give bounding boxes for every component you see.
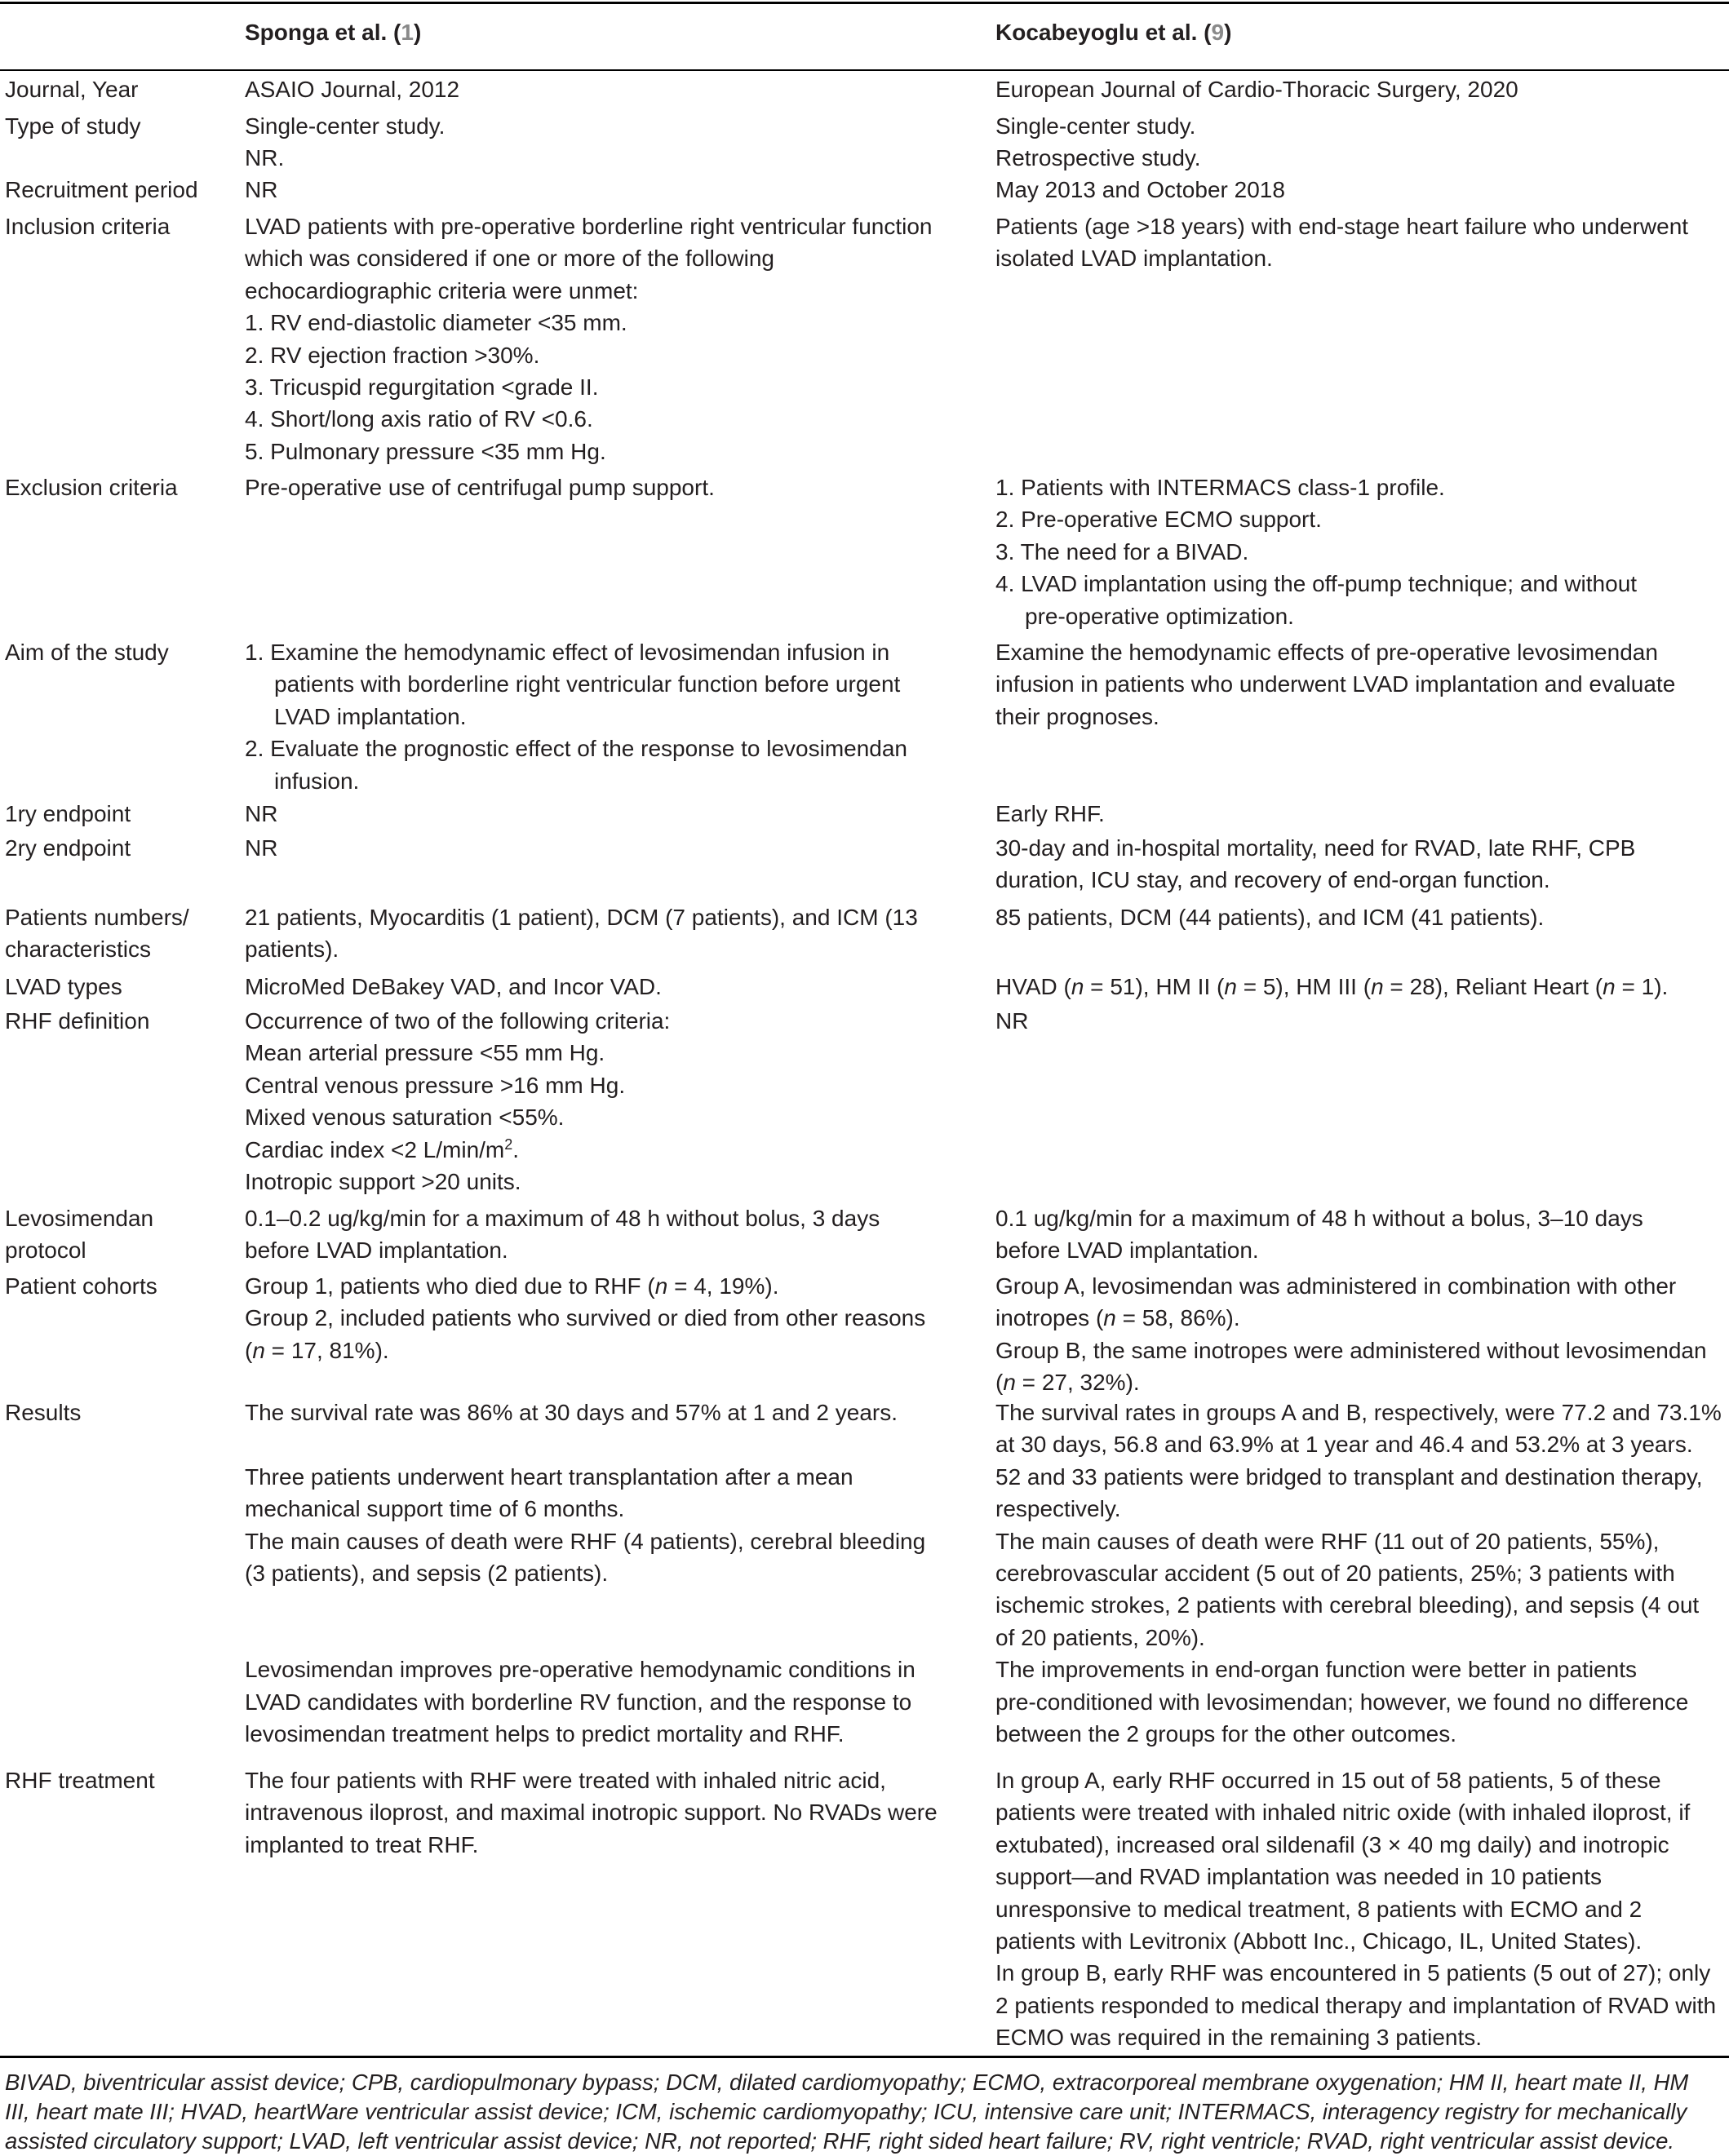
cell-line: 5. Pulmonary pressure <35 mm Hg. bbox=[245, 438, 606, 464]
table-cell bbox=[995, 174, 1285, 206]
cell-line: before LVAD implantation. bbox=[245, 1237, 508, 1264]
cell-line: 2. Evaluate the prognostic effect of the response to levosimendan bbox=[245, 736, 907, 762]
cell-line: of 20 patients, 20%). bbox=[995, 1624, 1205, 1650]
cell-line: The survival rate was 86% at 30 days and 57% at 1 and 2 years. bbox=[245, 1400, 898, 1425]
cell-line: protocol bbox=[5, 1237, 86, 1264]
cell-line: Inotropic support >20 units. bbox=[245, 1168, 521, 1194]
reference-link[interactable]: 9 bbox=[1211, 20, 1225, 45]
cell-line: 85 patients, DCM (44 patients), and ICM (41 patients). bbox=[995, 905, 1545, 930]
cell-line: 3. The need for a BIVAD. bbox=[995, 538, 1249, 564]
cell-line: In group B, early RHF was encountered in 5 patients (5 out of 27); only bbox=[995, 1960, 1711, 1986]
cell-line: respectively. bbox=[995, 1496, 1121, 1522]
cell-line: echocardiographic criteria were unmet: bbox=[245, 277, 639, 303]
cell-line: RHF treatment bbox=[5, 1768, 155, 1793]
cell-line: Patient cohorts bbox=[5, 1273, 157, 1299]
cell-line: 30-day and in-hospital mortality, need for RVAD, late RHF, CPB bbox=[995, 835, 1636, 861]
cell-line: mechanical support time of 6 months. bbox=[245, 1496, 625, 1522]
cell-line: Exclusion criteria bbox=[5, 475, 178, 500]
cell-line: The main causes of death were RHF (11 out of 20 patients, 55%), bbox=[995, 1528, 1660, 1554]
row-label bbox=[5, 110, 141, 142]
table-cell bbox=[245, 1397, 925, 1750]
table-cell bbox=[995, 1005, 1028, 1037]
cell-line: ischemic strokes, 2 patients with cerebral bleeding), and sepsis (4 out bbox=[995, 1592, 1700, 1618]
cell-line: RHF definition bbox=[5, 1008, 150, 1034]
cell-line: Patients numbers/ bbox=[5, 905, 189, 930]
cell-line: (n = 27, 32%). bbox=[995, 1370, 1140, 1396]
cell-line: which was considered if one or more of the following bbox=[245, 246, 775, 272]
cell-line: In group A, early RHF occurred in 15 out of 58 patients, 5 of these bbox=[995, 1768, 1661, 1793]
cell-line: patients with borderline right ventricular function before urgent bbox=[274, 671, 901, 697]
table-cell bbox=[995, 1397, 1722, 1750]
cell-line: 0.1 ug/kg/min for a maximum of 48 h without a bolus, 3–10 days bbox=[995, 1206, 1643, 1231]
cell-line: LVAD candidates with borderline RV function, and the response to bbox=[245, 1689, 912, 1715]
cell-line: Examine the hemodynamic effects of pre-operative levosimendan bbox=[995, 640, 1658, 665]
cell-line: LVAD types bbox=[5, 974, 122, 999]
cell-line: inotropes (n = 58, 86%). bbox=[995, 1305, 1240, 1331]
cell-line: Pre-operative use of centrifugal pump support. bbox=[245, 475, 715, 500]
cell-line: 0.1–0.2 ug/kg/min for a maximum of 48 h without bolus, 3 days bbox=[245, 1206, 880, 1231]
cell-line: The survival rates in groups A and B, respectively, were 77.2 and 73.1% bbox=[995, 1400, 1722, 1425]
cell-line: 21 patients, Myocarditis (1 patient), DCM (7 patients), and ICM (13 bbox=[245, 905, 918, 930]
table-cell bbox=[245, 110, 445, 175]
cell-line: Inclusion criteria bbox=[5, 214, 171, 239]
top-rule bbox=[0, 2, 1729, 4]
cell-line: cerebrovascular accident (5 out of 20 patients, 25%; 3 patients with bbox=[995, 1560, 1675, 1586]
table-cell bbox=[245, 73, 459, 105]
table-cell bbox=[245, 1005, 670, 1198]
row-label bbox=[5, 1397, 81, 1428]
cell-line: 1ry endpoint bbox=[5, 801, 131, 826]
row-label bbox=[5, 1005, 149, 1037]
cell-line: Central venous pressure >16 mm Hg. bbox=[245, 1072, 626, 1098]
cell-line: NR bbox=[245, 835, 278, 861]
table-cell bbox=[245, 1270, 925, 1366]
cell-line: pre-conditioned with levosimendan; however, we found no difference bbox=[995, 1689, 1689, 1715]
table-cell bbox=[995, 832, 1635, 896]
cell-line: NR. bbox=[245, 145, 285, 171]
table-cell bbox=[245, 210, 933, 467]
cell-line: levosimendan treatment helps to predict mortality and RHF. bbox=[245, 1720, 845, 1746]
footnote-line: BIVAD, biventricular assist device; CPB, cardiopulmonary bypass; DCM, dilated cardiomyopathy; ECMO, extracorporeal membrane oxygenation; HM II, heart mate II, HM bbox=[5, 2070, 1689, 2095]
cell-line: characteristics bbox=[5, 936, 151, 963]
cell-line: ASAIO Journal, 2012 bbox=[245, 77, 460, 102]
row-label bbox=[5, 798, 131, 830]
cell-line: LVAD patients with pre-operative borderline right ventricular function bbox=[245, 214, 933, 239]
cell-line: support—and RVAD implantation was needed in 10 patients bbox=[995, 1864, 1602, 1890]
cell-line: NR bbox=[245, 177, 278, 202]
table-cell bbox=[995, 1764, 1716, 2054]
row-label bbox=[5, 1202, 153, 1267]
cell-line: NR bbox=[995, 1008, 1029, 1034]
cell-line: Journal, Year bbox=[5, 77, 139, 102]
cell-line: Three patients underwent heart transplantation after a mean bbox=[245, 1463, 853, 1490]
cell-line: NR bbox=[245, 801, 278, 826]
cell-line: at 30 days, 56.8 and 63.9% at 1 year and 46.4 and 53.2% at 3 years. bbox=[995, 1432, 1693, 1458]
cell-line: their prognoses. bbox=[995, 703, 1159, 729]
cell-line: (3 patients), and sepsis (2 patients). bbox=[245, 1560, 609, 1586]
cell-line: Early RHF. bbox=[995, 801, 1105, 826]
row-label bbox=[5, 971, 122, 1003]
cell-line: European Journal of Cardio-Thoracic Surgery, 2020 bbox=[995, 77, 1518, 102]
cell-line: MicroMed DeBakey VAD, and Incor VAD. bbox=[245, 974, 662, 999]
cell-line: (n = 17, 81%). bbox=[245, 1337, 389, 1363]
cell-line: Results bbox=[5, 1400, 82, 1425]
footnote-line: assisted circulatory support; LVAD, left ventricular assist device; NR, not reported; RHF, right sided heart failure; RV, right ventricle; RVAD, right ventricular assist device. bbox=[5, 2128, 1675, 2154]
cell-line: infusion in patients who underwent LVAD implantation and evaluate bbox=[995, 671, 1676, 697]
row-label bbox=[5, 210, 170, 242]
reference-link[interactable]: 1 bbox=[401, 20, 414, 45]
table-cell bbox=[245, 832, 277, 864]
cell-line bbox=[245, 1428, 925, 1460]
cell-line: Single-center study. bbox=[995, 113, 1196, 139]
cell-line: intravenous iloprost, and maximal inotropic support. No RVADs were bbox=[245, 1800, 938, 1826]
cell-line: 4. Short/long axis ratio of RV <0.6. bbox=[245, 406, 593, 432]
superscript: 2 bbox=[504, 1136, 513, 1153]
cell-line: Type of study bbox=[5, 113, 141, 139]
cell-line: 2ry endpoint bbox=[5, 835, 131, 861]
cell-line: The main causes of death were RHF (4 patients), cerebral bleeding bbox=[245, 1528, 926, 1554]
cell-line: 2 patients responded to medical therapy and implantation of RVAD with bbox=[995, 1992, 1717, 2018]
bottom-rule bbox=[0, 2056, 1729, 2058]
cell-line: ECMO was required in the remaining 3 patients. bbox=[995, 2025, 1483, 2051]
cell-line: isolated LVAD implantation. bbox=[995, 246, 1273, 272]
cell-line: 1. RV end-diastolic diameter <35 mm. bbox=[245, 310, 627, 336]
row-label bbox=[5, 901, 189, 966]
cell-line: patients). bbox=[245, 936, 339, 963]
cell-line: before LVAD implantation. bbox=[995, 1237, 1259, 1264]
row-label bbox=[5, 1764, 155, 1796]
cell-line bbox=[245, 1589, 925, 1621]
footnote-line: III, heart mate III; HVAD, heartWare ventricular assist device; ICM, ischemic cardiomyopathy; ICU, intensive care unit; INTERMACS, interagency registry for mechanically bbox=[5, 2099, 1687, 2124]
cell-line: 52 and 33 patients were bridged to transplant and destination therapy, bbox=[995, 1463, 1703, 1490]
cell-line: 1. Examine the hemodynamic effect of levosimendan infusion in bbox=[245, 640, 890, 665]
cell-line: HVAD (n = 51), HM II (n = 5), HM III (n = 28), Reliant Heart (n = 1). bbox=[995, 974, 1669, 999]
row-label bbox=[5, 1270, 157, 1302]
table-cell bbox=[245, 174, 277, 206]
cell-line: Levosimendan bbox=[5, 1206, 154, 1231]
cell-line: 4. LVAD implantation using the off-pump technique; and without bbox=[995, 571, 1638, 597]
table-cell bbox=[245, 1764, 938, 1861]
row-label bbox=[5, 174, 198, 206]
cell-line: Group A, levosimendan was administered in combination with other bbox=[995, 1273, 1677, 1299]
table-cell bbox=[995, 1202, 1643, 1267]
table-cell bbox=[995, 636, 1675, 733]
cell-line: LVAD implantation. bbox=[274, 703, 467, 729]
header-rule bbox=[0, 69, 1729, 71]
row-label bbox=[5, 636, 169, 668]
table-cell bbox=[995, 971, 1668, 1003]
cell-line: May 2013 and October 2018 bbox=[995, 177, 1285, 202]
column-header-kocabeyoglu: Kocabeyoglu et al. (9) bbox=[995, 20, 1232, 45]
table-cell bbox=[995, 210, 1688, 275]
cell-line: Mixed venous saturation <55%. bbox=[245, 1105, 565, 1131]
cell-line: Recruitment period bbox=[5, 177, 198, 202]
table-cell bbox=[245, 971, 662, 1003]
cell-line: 1. Patients with INTERMACS class-1 profile. bbox=[995, 475, 1445, 500]
cell-line: Mean arterial pressure <55 mm Hg. bbox=[245, 1040, 605, 1066]
cell-line: The four patients with RHF were treated with inhaled nitric acid, bbox=[245, 1768, 886, 1793]
cell-line: pre-operative optimization. bbox=[1025, 603, 1294, 629]
row-label bbox=[5, 471, 178, 503]
row-label bbox=[5, 73, 138, 105]
table-footnote bbox=[5, 2068, 1722, 2156]
table-cell bbox=[245, 1202, 880, 1267]
table-cell bbox=[995, 901, 1544, 933]
cell-line: patients were treated with inhaled nitric oxide (with inhaled iloprost, if bbox=[995, 1800, 1691, 1826]
cell-line bbox=[245, 1622, 925, 1654]
cell-line: Occurrence of two of the following criteria: bbox=[245, 1008, 671, 1034]
row-label bbox=[5, 832, 131, 864]
cell-line: patients with Levitronix (Abbott Inc., Chicago, IL, United States). bbox=[995, 1928, 1643, 1954]
cell-line: Group 1, patients who died due to RHF (n = 4, 19%). bbox=[245, 1273, 779, 1299]
cell-line: implanted to treat RHF. bbox=[245, 1831, 479, 1857]
cell-line: 3. Tricuspid regurgitation <grade II. bbox=[245, 374, 599, 400]
cell-line: Group B, the same inotropes were administered without levosimendan bbox=[995, 1337, 1707, 1363]
cell-line: extubated), increased oral sildenafil (3 × 40 mg daily) and inotropic bbox=[995, 1831, 1669, 1857]
column-header-sponga: Sponga et al. (1) bbox=[245, 20, 422, 45]
cell-line: 2. Pre-operative ECMO support. bbox=[995, 507, 1322, 533]
cell-line: between the 2 groups for the other outcomes. bbox=[995, 1720, 1457, 1746]
table-cell bbox=[245, 471, 715, 503]
table-cell bbox=[995, 73, 1518, 105]
cell-line: infusion. bbox=[274, 768, 360, 794]
cell-line: Cardiac index <2 $L/\min/m^2$. bbox=[245, 1136, 520, 1162]
table-cell bbox=[245, 798, 277, 830]
cell-line: duration, ICU stay, and recovery of end-organ function. bbox=[995, 867, 1550, 893]
cell-line: unresponsive to medical treatment, 8 patients with ECMO and 2 bbox=[995, 1896, 1643, 1922]
cell-line: 2. RV ejection fraction >30%. bbox=[245, 342, 540, 368]
cell-line: Retrospective study. bbox=[995, 145, 1201, 171]
table-cell bbox=[995, 798, 1105, 830]
cell-line: Patients (age >18 years) with end-stage heart failure who underwent bbox=[995, 214, 1689, 239]
table-cell bbox=[995, 110, 1201, 175]
table-cell bbox=[245, 636, 907, 797]
table-cell bbox=[995, 1270, 1707, 1399]
table-cell bbox=[995, 471, 1637, 632]
table-cell bbox=[245, 901, 918, 966]
cell-line: Levosimendan improves pre-operative hemodynamic conditions in bbox=[245, 1657, 915, 1683]
cell-line: Single-center study. bbox=[245, 113, 446, 139]
cell-line: Group 2, included patients who survived or died from other reasons bbox=[245, 1305, 926, 1331]
cell-line: Aim of the study bbox=[5, 640, 169, 665]
cell-line: The improvements in end-organ function were better in patients bbox=[995, 1657, 1637, 1683]
